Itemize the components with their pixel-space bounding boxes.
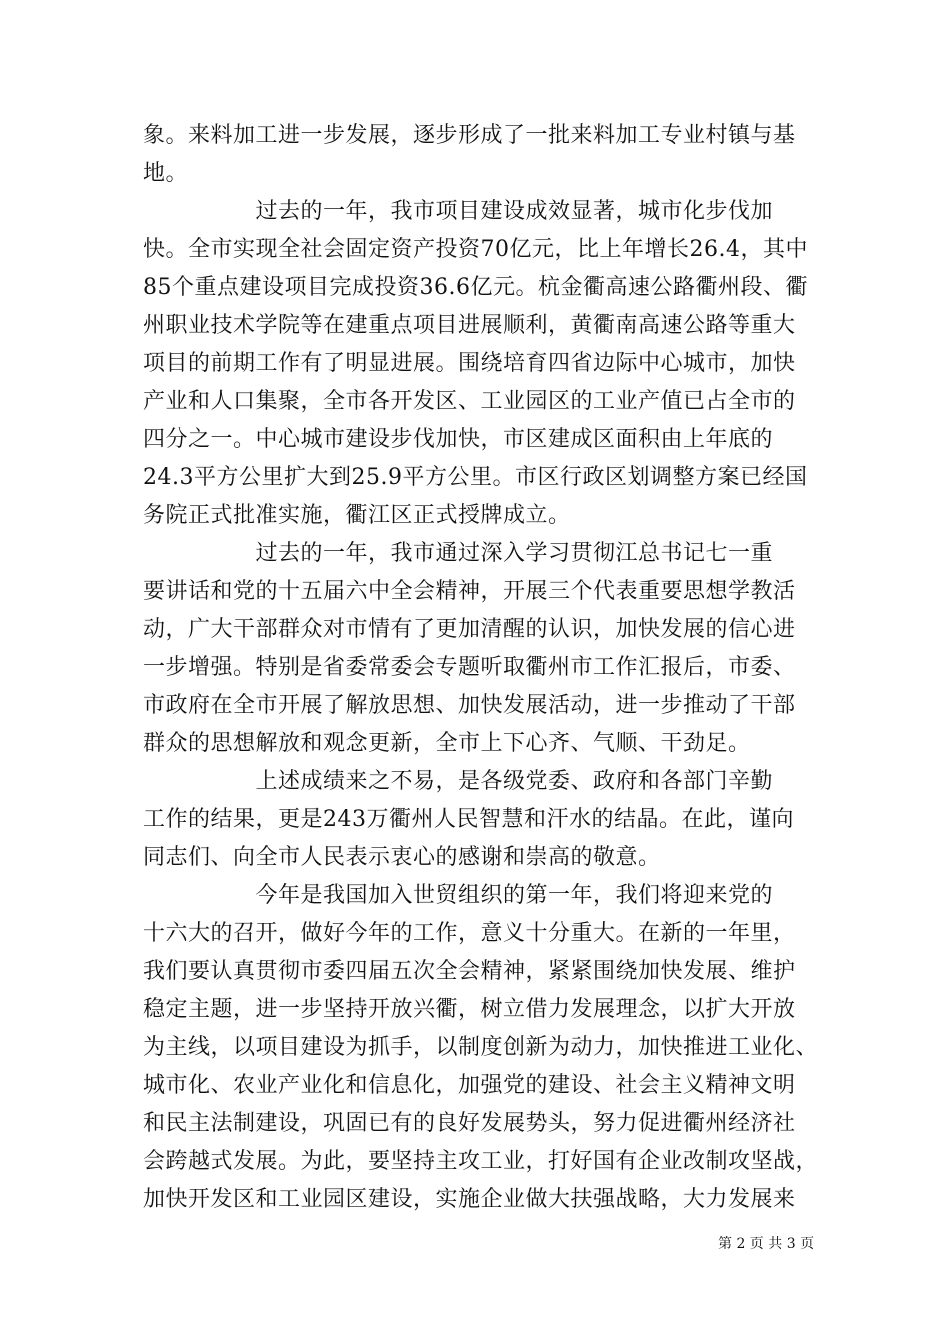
text-line: 稳定主题，进一步坚持开放兴衢，树立借力发展理念，以扩大开放 bbox=[143, 997, 796, 1022]
text-line: 十六大的召开，做好今年的工作，意义十分重大。在新的一年里， bbox=[143, 921, 796, 946]
text-line: 项目的前期工作有了明显进展。围绕培育四省边际中心城市，加快 bbox=[143, 351, 796, 376]
text-line: 一步增强。特别是省委常委会专题听取衢州市工作汇报后，市委、 bbox=[143, 655, 796, 680]
text-line: 市政府在全市开展了解放思想、加快发展活动，进一步推动了干部 bbox=[143, 693, 796, 718]
text-line: 过去的一年，我市通过深入学习贯彻江总书记七一重 bbox=[143, 541, 774, 566]
text-line: 要讲话和党的十五届六中全会精神，开展三个代表重要思想学教活 bbox=[143, 579, 796, 604]
text-line: 加快开发区和工业园区建设，实施企业做大扶强战略，大力发展来 bbox=[143, 1187, 796, 1212]
text-line: 州职业技术学院等在建重点项目进展顺利，黄衢南高速公路等重大 bbox=[143, 313, 796, 338]
text-line: 地。 bbox=[143, 161, 189, 186]
text-line: 象。来料加工进一步发展，逐步形成了一批来料加工专业村镇与基 bbox=[143, 123, 796, 148]
text-line: 和民主法制建设，巩固已有的良好发展势头，努力促进衢州经济社 bbox=[143, 1111, 796, 1136]
text-line: 城市化、农业产业化和信息化，加强党的建设、社会主义精神文明 bbox=[143, 1073, 796, 1098]
text-line: 产业和人口集聚，全市各开发区、工业园区的工业产值已占全市的 bbox=[143, 389, 796, 414]
text-line: 务院正式批准实施，衢江区正式授牌成立。 bbox=[143, 503, 571, 528]
text-line: 快。全市实现全社会固定资产投资70亿元，比上年增长26.4，其中 bbox=[143, 237, 808, 262]
text-line: 85个重点建设项目完成投资36.6亿元。杭金衢高速公路衢州段、衢 bbox=[143, 275, 808, 300]
text-line: 会跨越式发展。为此，要坚持主攻工业，打好国有企业改制攻坚战， bbox=[143, 1149, 819, 1174]
text-line: 我们要认真贯彻市委四届五次全会精神，紧紧围绕加快发展、维护 bbox=[143, 959, 796, 984]
text-line: 过去的一年，我市项目建设成效显著，城市化步伐加 bbox=[143, 199, 774, 224]
text-line: 上述成绩来之不易，是各级党委、政府和各部门辛勤 bbox=[143, 769, 774, 794]
text-line: 同志们、向全市人民表示衷心的感谢和崇高的敬意。 bbox=[143, 845, 661, 870]
text-line: 为主线，以项目建设为抓手，以制度创新为动力，加快推进工业化、 bbox=[143, 1035, 819, 1060]
text-line: 群众的思想解放和观念更新，全市上下心齐、气顺、干劲足。 bbox=[143, 731, 751, 756]
text-line: 四分之一。中心城市建设步伐加快，市区建成区面积由上年底的 bbox=[143, 427, 774, 452]
text-line: 动，广大干部群众对市情有了更加清醒的认识，加快发展的信心进 bbox=[143, 617, 796, 642]
text-line: 今年是我国加入世贸组织的第一年，我们将迎来党的 bbox=[143, 883, 774, 908]
text-line: 工作的结果，更是243万衢州人民智慧和汗水的结晶。在此，谨向 bbox=[143, 807, 794, 832]
text-line: 24.3平方公里扩大到25.9平方公里。市区行政区划调整方案已经国 bbox=[143, 465, 808, 490]
page-number: 第 2 页 共 3 页 bbox=[718, 1236, 815, 1252]
